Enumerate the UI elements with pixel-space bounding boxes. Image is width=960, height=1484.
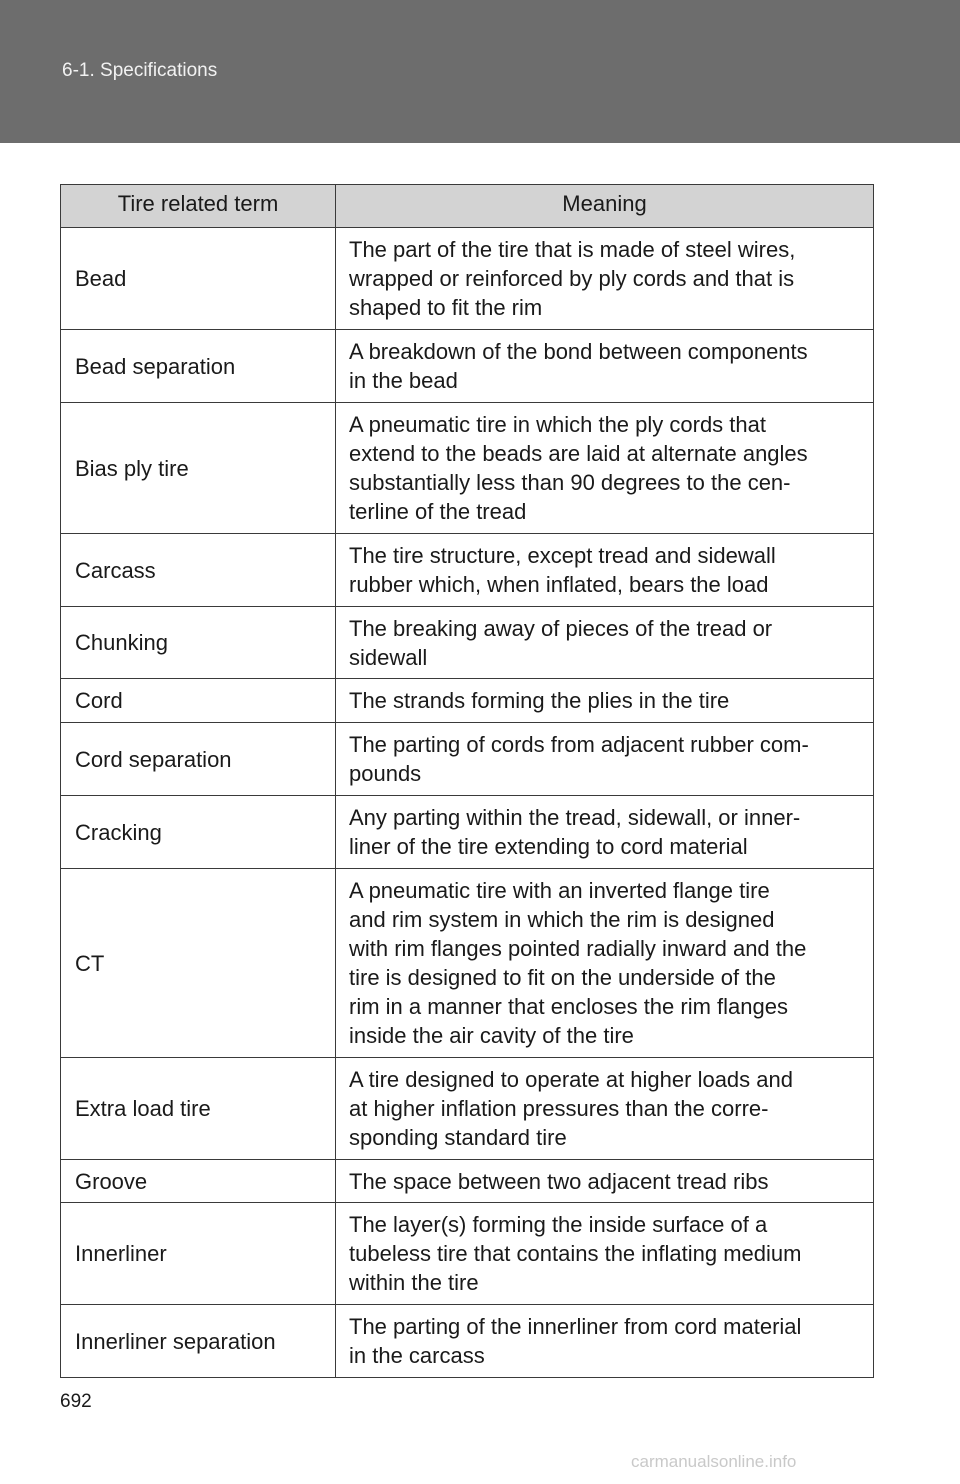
table-row (61, 534, 874, 607)
meaning-cell: The breaking away of pieces of the tread or sidewall (336, 607, 874, 679)
term-cell: Extra load tire (61, 1058, 336, 1160)
meaning-cell: A pneumatic tire with an inverted flange tire and rim system in which the rim is designed with rim flanges pointed radially inward and the tire is designed to fit on the underside of the rim in a manner that encloses the rim flanges inside the air cavity of the tire (336, 869, 874, 1058)
term-cell: Cord (61, 679, 336, 723)
tire-terms-table (60, 184, 874, 1378)
term-cell: Cracking (61, 796, 336, 869)
meaning-cell: A tire designed to operate at higher loads and at higher inflation pressures than the corre- sponding standard tire (336, 1058, 874, 1160)
term-cell: Bias ply tire (61, 403, 336, 534)
term-cell: Groove (61, 1160, 336, 1203)
term-cell: Bead (61, 228, 336, 330)
table-header-row (61, 185, 874, 228)
term-cell: CT (61, 869, 336, 1058)
meaning-cell: Any parting within the tread, sidewall, or inner- liner of the tire extending to cord material (336, 796, 874, 869)
table-row (61, 723, 874, 796)
table-row (61, 1203, 874, 1305)
column-header-term: Tire related term (61, 185, 336, 228)
site-watermark: carmanualsonline.info (631, 1452, 797, 1471)
term-cell: Chunking (61, 607, 336, 679)
meaning-cell: The space between two adjacent tread ribs (336, 1160, 874, 1203)
table-row (61, 330, 874, 403)
meaning-cell: A breakdown of the bond between components in the bead (336, 330, 874, 403)
term-cell: Carcass (61, 534, 336, 607)
table-row (61, 607, 874, 679)
table-row (61, 228, 874, 330)
meaning-cell: The strands forming the plies in the tire (336, 679, 874, 723)
meaning-cell: The layer(s) forming the inside surface of a tubeless tire that contains the inflating medium within the tire (336, 1203, 874, 1305)
meaning-cell: The part of the tire that is made of steel wires, wrapped or reinforced by ply cords and that is shaped to fit the rim (336, 228, 874, 330)
column-header-meaning: Meaning (336, 185, 874, 228)
meaning-cell: The parting of the innerliner from cord material in the carcass (336, 1305, 874, 1378)
meaning-cell: The tire structure, except tread and sidewall rubber which, when inflated, bears the load (336, 534, 874, 607)
meaning-cell: The parting of cords from adjacent rubber com- pounds (336, 723, 874, 796)
meaning-cell: A pneumatic tire in which the ply cords that extend to the beads are laid at alternate angles substantially less than 90 degrees to the cen- terline of the tread (336, 403, 874, 534)
term-cell: Innerliner (61, 1203, 336, 1305)
chapter-header-band (0, 0, 960, 143)
table-row (61, 796, 874, 869)
table-row (61, 869, 874, 1058)
table-row (61, 1305, 874, 1378)
term-cell: Cord separation (61, 723, 336, 796)
table-row (61, 1160, 874, 1203)
table-row (61, 679, 874, 723)
table-row (61, 403, 874, 534)
page-number: 692 (60, 1391, 92, 1412)
term-cell: Bead separation (61, 330, 336, 403)
section-title: 6-1. Specifications (62, 60, 218, 81)
term-cell: Innerliner separation (61, 1305, 336, 1378)
table-row (61, 1058, 874, 1160)
